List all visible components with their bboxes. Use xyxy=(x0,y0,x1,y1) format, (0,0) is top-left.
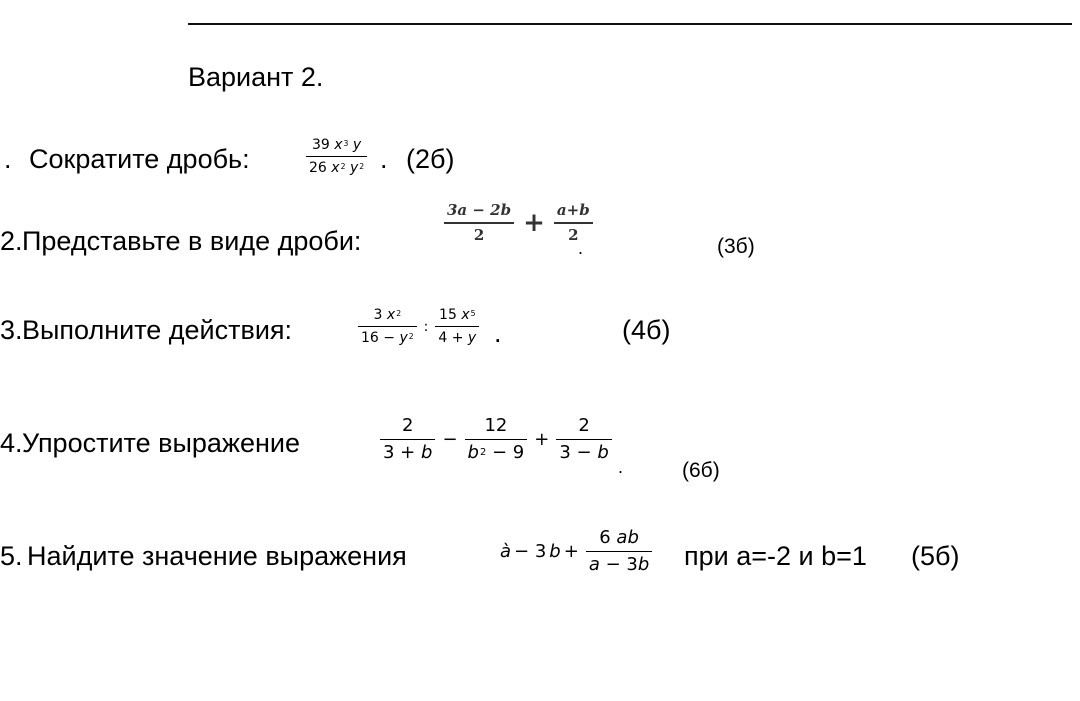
fraction xyxy=(435,308,479,345)
exponent: 2 xyxy=(396,309,402,319)
numerator: 2 xyxy=(401,415,414,436)
fraction xyxy=(358,308,417,345)
task-4-points: (6б) xyxy=(682,459,720,482)
numerator: 12 xyxy=(484,415,508,436)
task-5-formula xyxy=(500,529,656,574)
task-1-points: (2б) xyxy=(406,144,455,174)
fraction-bar xyxy=(586,551,652,552)
var: y xyxy=(352,137,362,153)
task-2-points: (3б) xyxy=(717,235,755,258)
variant-heading: Вариант 2. xyxy=(188,62,324,92)
den-coef: 26 xyxy=(309,160,327,176)
exponent: 2 xyxy=(408,332,414,342)
fraction xyxy=(444,203,514,243)
var: b xyxy=(549,541,561,562)
var: x xyxy=(334,137,343,153)
fraction-bar xyxy=(465,439,528,440)
denominator: 2 xyxy=(568,226,579,244)
numerator: 2 xyxy=(578,415,590,436)
exponent: 2 xyxy=(359,162,365,172)
operator: : xyxy=(423,318,429,335)
var: y xyxy=(467,330,477,346)
numerator: 3a − 2b xyxy=(447,201,512,219)
var: y xyxy=(349,160,359,176)
task-1-text: Сократите дробь: xyxy=(29,144,250,174)
task-1-dot: . xyxy=(380,144,388,174)
fraction-bar xyxy=(306,156,367,157)
task-5-text: Найдите значение выражения xyxy=(27,541,407,571)
operator: + xyxy=(534,429,550,450)
task-1-number: . xyxy=(4,144,12,174)
task-3-formula xyxy=(354,308,483,345)
task-2-formula xyxy=(440,203,597,243)
task-3-dot: . xyxy=(494,318,502,348)
coef: 3 xyxy=(373,307,383,323)
var: b xyxy=(597,442,609,463)
task-3-number: 3. xyxy=(0,315,23,345)
var: b xyxy=(637,554,650,575)
task-5-condition: при a=-2 и b=1 xyxy=(684,541,867,571)
task-5-points: (5б) xyxy=(911,541,960,571)
fraction xyxy=(465,417,528,462)
fraction-bar xyxy=(554,222,593,224)
var: x xyxy=(386,307,396,323)
task-4-text: Упростите выражение xyxy=(22,428,300,458)
task-3-text: Выполните действия: xyxy=(22,315,293,345)
fraction-bar xyxy=(444,222,514,224)
operator: − 3 xyxy=(514,541,547,562)
fraction xyxy=(306,138,367,175)
var: b xyxy=(421,442,433,463)
fraction xyxy=(556,417,611,462)
task-2-dot: . xyxy=(578,238,584,258)
denominator: 2 xyxy=(473,226,485,244)
fraction xyxy=(380,417,435,462)
fraction-bar xyxy=(435,326,479,327)
coef: 6 xyxy=(599,527,611,548)
task-3-points: (4б) xyxy=(622,315,671,345)
task-5-number: 5. xyxy=(0,541,23,571)
exponent: 2 xyxy=(479,446,487,458)
num-coef: 39 xyxy=(311,137,330,153)
numerator: a+b xyxy=(556,201,590,219)
var: b xyxy=(467,442,479,463)
den-part: 16 − xyxy=(361,330,395,346)
operator: + xyxy=(523,208,545,238)
task-4-dot: . xyxy=(618,457,624,477)
operator: − xyxy=(442,429,458,450)
var: a xyxy=(588,554,600,575)
task-2-text: Представьте в виде дроби: xyxy=(22,226,362,256)
den-part: 4 + xyxy=(438,330,464,346)
exponent: 5 xyxy=(470,309,476,319)
fraction xyxy=(554,203,593,243)
den-part: − 9 xyxy=(492,442,525,463)
den-part: − 3 xyxy=(605,554,638,575)
fraction-bar xyxy=(556,439,611,440)
var: à xyxy=(500,541,512,562)
fraction-bar xyxy=(380,439,435,440)
exponent: 2 xyxy=(340,162,346,172)
fraction xyxy=(586,529,652,574)
task-1-formula xyxy=(302,138,371,175)
var: x xyxy=(461,307,470,323)
den-part: 3 + xyxy=(383,442,416,463)
task-4-formula xyxy=(376,417,616,462)
task-2-number: 2. xyxy=(0,226,23,256)
var: ab xyxy=(616,527,639,548)
task-4-number: 4. xyxy=(0,428,23,458)
den-part: 3 − xyxy=(559,442,592,463)
var: x xyxy=(331,160,340,176)
operator: + xyxy=(563,541,579,562)
fraction-bar xyxy=(358,326,417,327)
coef: 15 xyxy=(439,307,457,323)
exponent: 3 xyxy=(343,139,349,149)
top-rule xyxy=(188,23,1072,25)
var: y xyxy=(399,330,408,346)
